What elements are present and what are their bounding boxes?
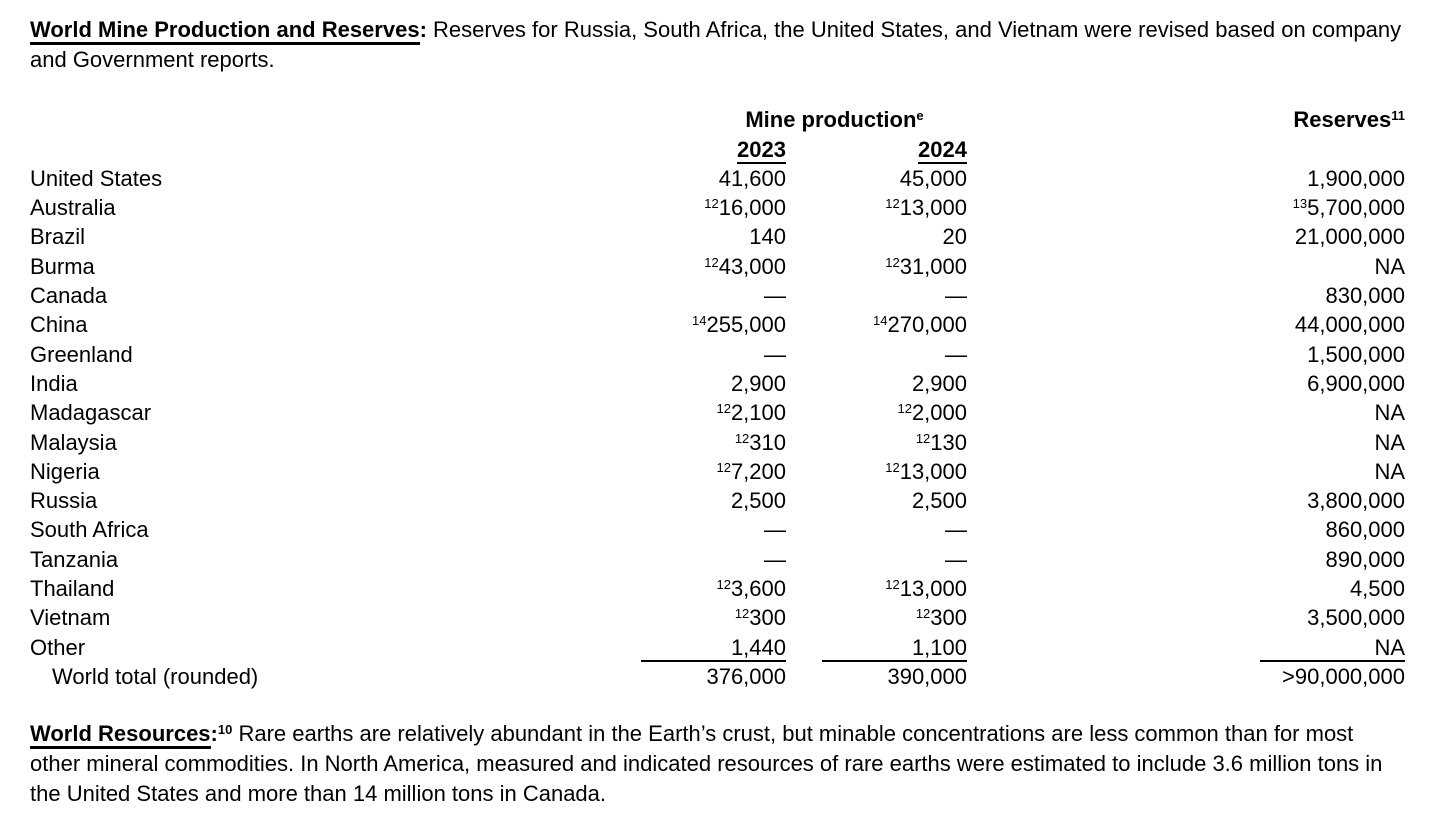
reserves-value: NA xyxy=(1374,429,1405,455)
reserves-footnote-marker: 11 xyxy=(1391,108,1405,124)
country-label: Vietnam xyxy=(30,605,111,631)
footnote-marker: 12 xyxy=(734,430,750,446)
prod-2024-value: 1,100 xyxy=(911,634,967,660)
prod-2024-cell xyxy=(786,428,967,457)
world-total-label: World total (rounded) xyxy=(52,663,259,689)
resources-footnote-marker: 10 xyxy=(217,722,233,738)
prod-2024-cell xyxy=(786,515,967,544)
intro-heading-colon: : xyxy=(419,17,427,42)
footnote-marker: 12 xyxy=(885,196,900,212)
year-2024-header-cell xyxy=(786,135,967,164)
footnote-marker: 12 xyxy=(885,577,900,593)
reserves-value: 4,500 xyxy=(1349,576,1405,602)
prod-2023-value: 7,200 xyxy=(730,458,786,484)
mine-production-footnote-marker: e xyxy=(916,108,924,124)
prod-2023-value: 2,500 xyxy=(730,488,786,514)
footnote-marker: 12 xyxy=(885,254,900,270)
prod-2023-cell xyxy=(640,545,786,574)
table-row xyxy=(30,457,1405,486)
prod-2024-value: 13,000 xyxy=(899,576,967,602)
prod-2024-cell xyxy=(786,486,967,515)
table-row xyxy=(30,515,1405,544)
footnote-marker: 12 xyxy=(716,401,731,417)
prod-2023-value: 16,000 xyxy=(718,195,786,221)
reserves-cell xyxy=(967,486,1405,515)
country-label: Canada xyxy=(30,283,108,309)
prod-2024-cell xyxy=(786,340,967,369)
table-row xyxy=(30,369,1405,398)
prod-2024-cell xyxy=(786,457,967,486)
prod-2023-value: 140 xyxy=(749,224,786,250)
footnote-marker: 12 xyxy=(897,401,912,417)
country-label: Burma xyxy=(30,253,95,279)
table-row xyxy=(30,574,1405,603)
country-label: Madagascar xyxy=(30,400,152,426)
reserves-cell xyxy=(967,281,1405,310)
prod-2024-cell xyxy=(786,164,967,193)
prod-2023-cell xyxy=(640,222,786,251)
sum-rule-reserves xyxy=(1260,635,1405,662)
prod-2024-value: — xyxy=(945,283,967,309)
prod-2024-value: 13,000 xyxy=(899,195,967,221)
country-label: China xyxy=(30,312,88,338)
footnote-marker: 14 xyxy=(873,313,888,329)
reserves-value: 1,500,000 xyxy=(1307,341,1405,367)
total-prod-2023-value: 376,000 xyxy=(706,663,786,689)
prod-2024-cell xyxy=(786,281,967,310)
prod-2023-cell xyxy=(640,486,786,515)
footnote-marker: 12 xyxy=(915,606,931,622)
intro-heading-underlined-text: World Mine Production and Reserves xyxy=(30,18,420,45)
table-row xyxy=(30,340,1405,369)
reserves-cell xyxy=(967,252,1405,281)
year-2023-label: 2023 xyxy=(737,136,786,162)
table-row xyxy=(30,164,1405,193)
table-row xyxy=(30,428,1405,457)
resources-heading-colon: : xyxy=(210,721,218,747)
resources-body-text: Rare earths are relatively abundant in the Earth’s crust, but minable concentrations are less common than for most other mineral commodities. In North America, measured and indicated resources of rare earths were estimated to include 3.6 million tons in the United States and more than 14 million tons in Canada. xyxy=(30,721,1383,806)
prod-2023-value: 255,000 xyxy=(706,312,786,338)
empty-cell xyxy=(30,135,640,164)
prod-2023-cell xyxy=(640,633,786,662)
reserves-value: NA xyxy=(1374,253,1405,279)
reserves-cell xyxy=(967,222,1405,251)
country-label: Malaysia xyxy=(30,429,117,455)
reserves-value: 21,000,000 xyxy=(1294,224,1405,250)
prod-2023-value: 1,440 xyxy=(730,634,786,660)
table-row xyxy=(30,281,1405,310)
footnote-marker: 12 xyxy=(716,459,731,475)
reserves-value: NA xyxy=(1374,458,1405,484)
prod-2023-cell xyxy=(640,457,786,486)
prod-2023-value: 310 xyxy=(749,429,786,455)
table-row xyxy=(30,603,1405,632)
total-prod-2024-value: 390,000 xyxy=(887,663,967,689)
footnote-marker: 12 xyxy=(734,606,750,622)
country-label: United States xyxy=(30,165,163,191)
reserves-value: NA xyxy=(1374,634,1405,660)
reserves-cell xyxy=(967,457,1405,486)
prod-2023-value: 3,600 xyxy=(730,576,786,602)
prod-2023-cell xyxy=(640,340,786,369)
prod-2024-value: 2,900 xyxy=(911,370,967,396)
prod-2024-cell xyxy=(786,633,967,662)
country-label: Russia xyxy=(30,488,98,514)
total-reserves-cell xyxy=(967,662,1405,691)
prod-2023-cell xyxy=(640,603,786,632)
prod-2024-value: 130 xyxy=(930,429,967,455)
prod-2024-cell xyxy=(786,574,967,603)
table-row-world-total xyxy=(30,662,1405,691)
prod-2023-value: 300 xyxy=(749,605,786,631)
table-group-header-row xyxy=(30,105,1405,134)
footnote-marker: 13 xyxy=(1292,196,1308,212)
mine-production-header-label: Mine production xyxy=(745,107,917,133)
prod-2023-cell xyxy=(640,515,786,544)
prod-2023-cell xyxy=(640,164,786,193)
country-label: Brazil xyxy=(30,224,86,250)
prod-2024-cell xyxy=(786,545,967,574)
reserves-cell xyxy=(967,164,1405,193)
reserves-header-label: Reserves xyxy=(1293,107,1392,133)
prod-2024-cell xyxy=(786,222,967,251)
footnote-marker: 12 xyxy=(704,196,719,212)
country-label: Nigeria xyxy=(30,458,100,484)
prod-2023-value: 43,000 xyxy=(718,253,786,279)
reserves-cell xyxy=(967,428,1405,457)
prod-2023-cell xyxy=(640,193,786,222)
table-year-header-row xyxy=(30,135,1405,164)
table-row xyxy=(30,193,1405,222)
reserves-value: 3,500,000 xyxy=(1307,605,1405,631)
prod-2023-value: 2,900 xyxy=(730,370,786,396)
prod-2024-value: 31,000 xyxy=(899,253,967,279)
prod-2023-cell xyxy=(640,398,786,427)
prod-2023-value: — xyxy=(764,283,786,309)
prod-2024-value: 20 xyxy=(942,224,967,250)
total-prod-2023-cell xyxy=(640,662,786,691)
total-prod-2024-cell xyxy=(786,662,967,691)
sum-rule-2024 xyxy=(822,635,967,662)
footnote-marker: 12 xyxy=(704,254,719,270)
country-label: Thailand xyxy=(30,576,115,602)
reserves-cell xyxy=(967,633,1405,662)
prod-2024-value: — xyxy=(945,517,967,543)
prod-2024-value: 300 xyxy=(930,605,967,631)
prod-2023-value: — xyxy=(764,546,786,572)
intro-paragraph xyxy=(30,15,1405,74)
reserves-cell xyxy=(967,515,1405,544)
prod-2024-cell xyxy=(786,603,967,632)
reserves-value: NA xyxy=(1374,400,1405,426)
prod-2023-cell xyxy=(640,574,786,603)
table-row xyxy=(30,486,1405,515)
year-2024-label: 2024 xyxy=(918,136,967,162)
prod-2024-value: 13,000 xyxy=(899,458,967,484)
reserves-value: 3,800,000 xyxy=(1307,488,1405,514)
total-reserves-value: >90,000,000 xyxy=(1282,663,1405,689)
prod-2024-cell xyxy=(786,193,967,222)
prod-2024-value: 2,000 xyxy=(911,400,967,426)
prod-2024-value: 270,000 xyxy=(887,312,967,338)
reserves-value: 6,900,000 xyxy=(1307,370,1405,396)
country-label: Other xyxy=(30,634,86,660)
table-row xyxy=(30,310,1405,339)
table-row xyxy=(30,222,1405,251)
prod-2023-value: 41,600 xyxy=(718,165,786,191)
country-label: India xyxy=(30,370,78,396)
table-row xyxy=(30,545,1405,574)
table-row xyxy=(30,398,1405,427)
reserves-value: 830,000 xyxy=(1325,283,1405,309)
prod-2023-cell xyxy=(640,369,786,398)
prod-2023-cell xyxy=(640,428,786,457)
year-2023-header-cell xyxy=(640,135,786,164)
reserves-cell xyxy=(967,603,1405,632)
country-label: Greenland xyxy=(30,341,133,367)
reserves-cell xyxy=(967,398,1405,427)
country-label: South Africa xyxy=(30,517,149,543)
intro-body-text: Reserves for Russia, South Africa, the United States, and Vietnam were revised based on company and Government reports. xyxy=(30,17,1402,72)
empty-cell xyxy=(967,135,1405,164)
sum-rule-2023 xyxy=(641,635,786,662)
prod-2024-cell xyxy=(786,252,967,281)
prod-2023-cell xyxy=(640,252,786,281)
prod-2023-value: 2,100 xyxy=(730,400,786,426)
table-row-other xyxy=(30,633,1405,662)
reserves-cell xyxy=(967,310,1405,339)
reserves-value: 860,000 xyxy=(1325,517,1405,543)
prod-2024-value: 2,500 xyxy=(911,488,967,514)
reserves-cell xyxy=(967,193,1405,222)
prod-2023-cell xyxy=(640,281,786,310)
reserves-value: 5,700,000 xyxy=(1307,195,1405,221)
reserves-cell xyxy=(967,340,1405,369)
resources-paragraph xyxy=(30,719,1405,808)
prod-2023-value: — xyxy=(764,517,786,543)
footnote-marker: 12 xyxy=(915,430,931,446)
table-row xyxy=(30,252,1405,281)
prod-2023-value: — xyxy=(764,341,786,367)
prod-2024-value: — xyxy=(945,546,967,572)
country-label: Tanzania xyxy=(30,546,119,572)
resources-heading-underlined-text: World Resources xyxy=(30,722,211,749)
reserves-header xyxy=(967,105,1405,134)
footnote-marker: 12 xyxy=(716,577,731,593)
intro-heading xyxy=(30,17,427,42)
production-reserves-table xyxy=(30,105,1405,691)
reserves-cell xyxy=(967,545,1405,574)
reserves-cell xyxy=(967,574,1405,603)
reserves-cell xyxy=(967,369,1405,398)
reserves-value: 1,900,000 xyxy=(1307,165,1405,191)
resources-heading xyxy=(30,721,232,746)
prod-2023-cell xyxy=(640,310,786,339)
reserves-value: 890,000 xyxy=(1325,546,1405,572)
footnote-marker: 12 xyxy=(885,459,900,475)
prod-2024-value: 45,000 xyxy=(899,165,967,191)
reserves-value: 44,000,000 xyxy=(1294,312,1405,338)
prod-2024-cell xyxy=(786,369,967,398)
mine-production-header xyxy=(640,105,967,134)
prod-2024-cell xyxy=(786,398,967,427)
footnote-marker: 14 xyxy=(692,313,707,329)
prod-2024-value: — xyxy=(945,341,967,367)
country-label: Australia xyxy=(30,195,116,221)
prod-2024-cell xyxy=(786,310,967,339)
